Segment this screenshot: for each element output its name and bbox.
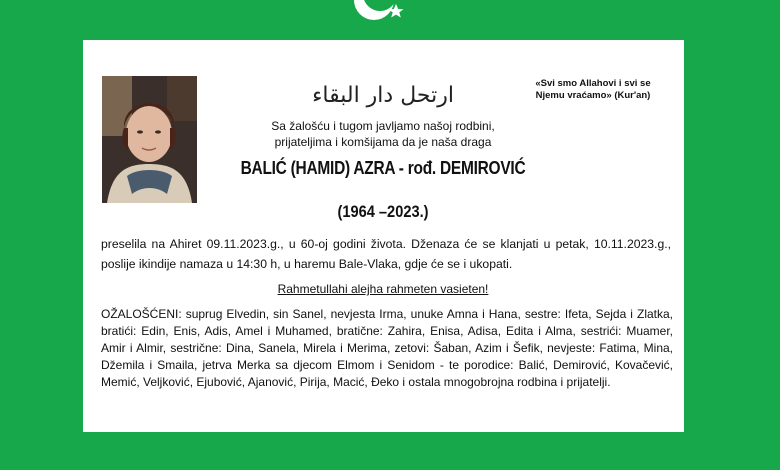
svg-text:ارتحل دار البقاء: ارتحل دار البقاء: [312, 83, 454, 108]
obituary-card: [83, 40, 684, 432]
prayer-line: Rahmetullahi alejha rahmeten vasieten!: [277, 282, 489, 296]
funeral-details-text: preselila na Ahiret 09.11.2023.g., u 60-oj godini života. Dženaza će se klanjati u petak, 10.11.2023.g., poslije ikindije namaza u 14:30 h, u haremu Bale-Vlaka, gdje će se i ukopati.: [101, 237, 671, 271]
portrait-photo: [102, 76, 197, 203]
deceased-name: BALIĆ (HAMID) AZRA - rođ. DEMIROVIĆ: [240, 158, 526, 178]
life-years: (1964 –2023.): [337, 202, 429, 221]
arabic-calligraphy: [312, 76, 454, 110]
mourners-text: OŽALOŠĆENI: suprug Elvedin, sin Sanel, nevjesta Irma, unuke Amna i Hana, sestre: Ifeta, Sejda i Zlatka, bratići: Edin, Enis, Adis, Amel i Muhamed, bratične: Zahira, Enisa, Adisa, Edita i Alma, sestrići: Muamer, Amir i Almir, sestrične: Dina, Sanela, Mirela i Merima, zetovi: Šaban, Azim i Šefik, nevjeste: Fatima, Mina, Džemila i Smaila, jetrva Merka sa djecom Elmom i Senidom - te porodice: Balić, Demirović, Kovačević, Memić, Veljković, Ejubović, Ajanović, Pirija, Macić, Đeko i ostala mnogobrojna rodbina i prijatelji.: [101, 307, 673, 389]
intro-text: [233, 118, 533, 150]
funeral-details: [101, 234, 671, 274]
mourners-list: [101, 306, 673, 391]
quran-quote: «Svi smo Allahovi i svi se Njemu vraćamo» (Kur'an): [535, 78, 651, 101]
intro-line-1: Sa žalošću i tugom javljamo našoj rodbini,: [271, 119, 495, 133]
intro-line-2: prijateljima i komšijama da je naša draga: [274, 135, 492, 149]
crescent-star-icon: [348, 0, 412, 26]
